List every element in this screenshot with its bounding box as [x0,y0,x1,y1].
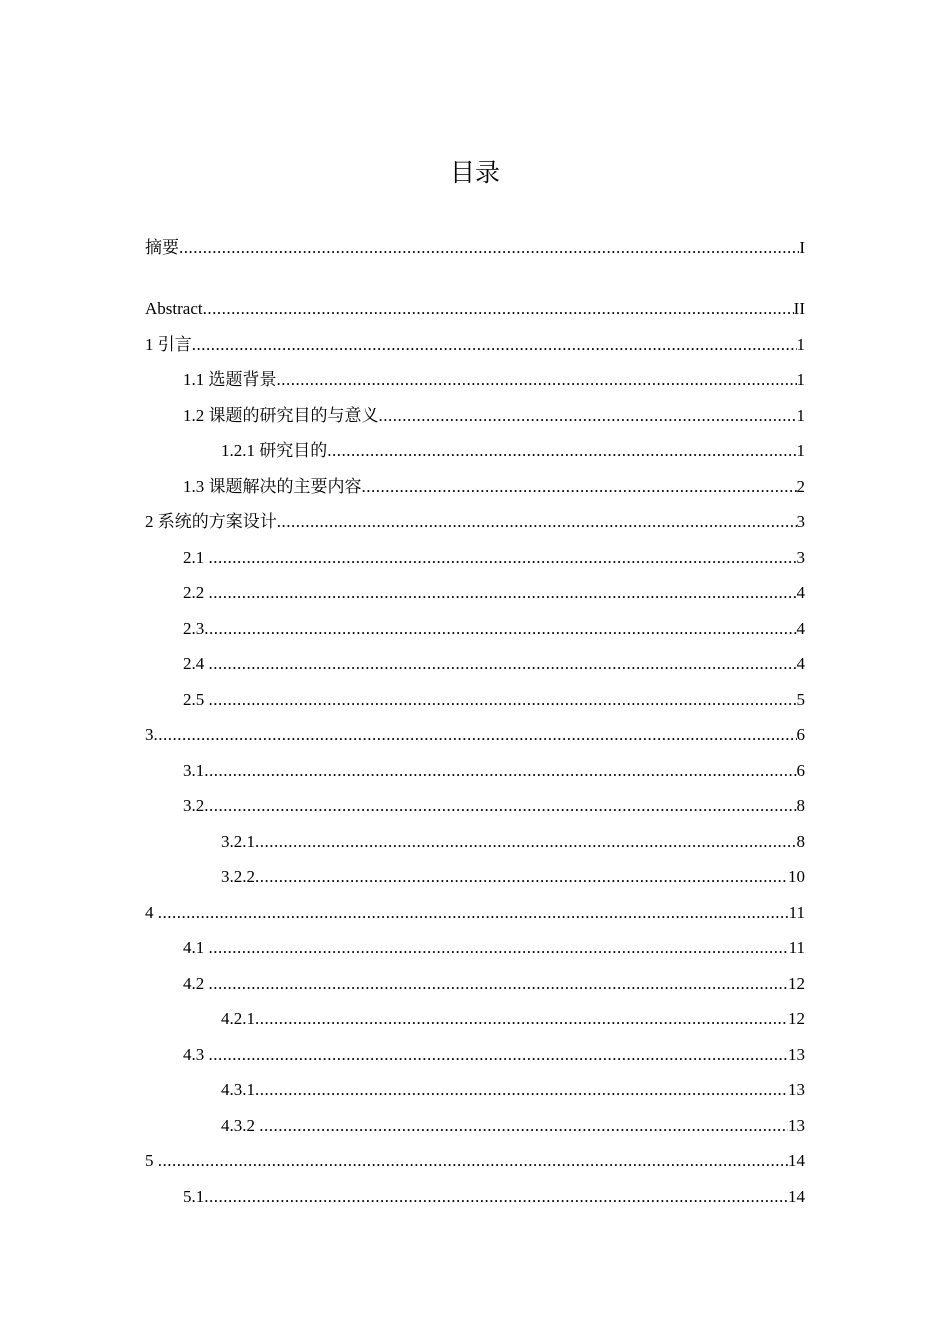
toc-leader-dots [209,581,797,605]
toc-leader-dots [209,972,789,996]
toc-entry-label: 2.5 [183,690,209,709]
toc-leader-dots [154,723,797,747]
toc-entry-section-3-1[interactable] [183,759,805,783]
toc-entry-page: 1 [796,335,805,354]
toc-leader-dots [209,1043,789,1067]
toc-entry-label: Abstract [145,299,203,318]
toc-entry-label: 1.1 选题背景 [183,370,277,389]
toc-leader-dots [192,333,797,357]
toc-leader-dots [209,652,797,676]
toc-entry-chapter-5[interactable] [145,1149,805,1173]
toc-entry-label: 3 [145,725,154,744]
toc-entry-chapter-1[interactable] [145,333,805,357]
toc-entry-page: 11 [788,903,805,922]
toc-entry-page: 1 [796,406,805,425]
toc-entry-page: 4 [796,654,805,673]
toc-leader-dots [209,546,797,570]
toc-leader-dots [277,510,797,534]
toc-leader-dots [158,1149,788,1173]
toc-entry-section-1-2[interactable] [183,404,805,428]
toc-entry-chapter-3[interactable] [145,723,805,747]
toc-entry-section-2-2[interactable] [183,581,805,605]
toc-entry-section-3-2[interactable] [183,794,805,818]
toc-leader-dots [158,901,789,925]
toc-leader-dots [204,617,796,641]
toc-leader-dots [204,1185,788,1209]
toc-entry-section-2-3[interactable] [183,617,805,641]
toc-entry-chapter-2[interactable] [145,510,805,534]
toc-leader-dots [259,1114,788,1138]
toc-entry-label: 2 系统的方案设计 [145,512,277,531]
toc-entry-label: 摘要 [145,238,179,257]
toc-entry-page: 13 [788,1116,805,1135]
toc-entry-label: 4.1 [183,938,209,957]
toc-entry-abstract-en[interactable] [145,297,805,321]
toc-entry-section-4-3-1[interactable] [221,1078,805,1102]
toc-entry-page: II [793,299,805,318]
toc-entry-page: 6 [796,725,805,744]
toc-leader-dots [255,1078,788,1102]
toc-entry-label: 5.1 [183,1187,205,1206]
toc-entry-label: 2.1 [183,548,209,567]
toc-leader-dots [255,1007,788,1031]
toc-entry-page: I [799,238,805,257]
toc-entry-page: 11 [788,938,805,957]
toc-entry-label: 2.2 [183,583,209,602]
toc-entry-label: 4.3 [183,1045,209,1064]
toc-leader-dots [209,936,789,960]
toc-entry-label: 1.3 课题解决的主要内容 [183,477,362,496]
page-title: 目录 [449,158,500,187]
toc-entry-page: 10 [788,867,805,886]
toc-leader-dots [277,368,797,392]
toc-entry-page: 3 [796,512,805,531]
toc-entry-page: 12 [788,974,805,993]
toc-entry-section-3-2-2[interactable] [221,865,805,889]
toc-entry-section-2-4[interactable] [183,652,805,676]
toc-entry-page: 5 [796,690,805,709]
toc-leader-dots [179,236,799,260]
toc-entry-section-1-2-1[interactable] [221,439,805,463]
toc-entry-label: 4.2 [183,974,209,993]
toc-entry-page: 4 [796,583,805,602]
toc-leader-dots [379,404,797,428]
toc-entry-page: 13 [788,1080,805,1099]
toc-entry-section-1-3[interactable] [183,475,805,499]
toc-entry-page: 14 [788,1151,805,1170]
toc-entry-page: 6 [796,761,805,780]
toc-entry-label: 3.2 [183,796,205,815]
toc-entry-page: 13 [788,1045,805,1064]
toc-leader-dots [203,297,794,321]
toc-entry-section-4-2-1[interactable] [221,1007,805,1031]
toc-entry-section-2-5[interactable] [183,688,805,712]
toc-entry-label: 1.2.1 研究目的 [221,441,328,460]
toc-entry-section-1-1[interactable] [183,368,805,392]
toc-entry-label: 2.3 [183,619,205,638]
toc-entry-label: 5 [145,1151,158,1170]
toc-entry-label: 4.2.1 [221,1009,255,1028]
toc-leader-dots [255,865,788,889]
toc-entry-label: 1 引言 [145,335,192,354]
toc-entry-section-4-3[interactable] [183,1043,805,1067]
toc-entry-page: 14 [788,1187,805,1206]
toc-leader-dots [204,794,796,818]
toc-entry-page: 1 [796,370,805,389]
toc-entry-section-4-3-2[interactable] [221,1114,805,1138]
toc-entry-section-2-1[interactable] [183,546,805,570]
toc-entry-page: 8 [796,796,805,815]
toc-entry-label: 4.3.1 [221,1080,255,1099]
toc-entry-page: 8 [796,832,805,851]
toc-entry-abstract-cn[interactable] [145,236,805,260]
toc-leader-dots [204,759,796,783]
toc-entry-page: 1 [796,441,805,460]
toc-entry-label: 4.3.2 [221,1116,260,1135]
toc-entry-page: 12 [788,1009,805,1028]
toc-entry-section-5-1[interactable] [183,1185,805,1209]
toc-entry-page: 2 [796,477,805,496]
toc-entry-chapter-4[interactable] [145,901,805,925]
toc-leader-dots [362,475,797,499]
toc-entry-label: 2.4 [183,654,209,673]
toc-leader-dots [209,688,797,712]
toc-entry-label: 3.1 [183,761,205,780]
toc-entry-section-4-1[interactable] [183,936,805,960]
toc-entry-label: 1.2 课题的研究目的与意义 [183,406,379,425]
toc-leader-dots [255,830,797,854]
toc-entry-section-3-2-1[interactable] [221,830,805,854]
toc-entry-label: 4 [145,903,158,922]
toc-entry-section-4-2[interactable] [183,972,805,996]
toc-entry-label: 3.2.2 [221,867,255,886]
toc-entry-page: 3 [796,548,805,567]
toc-leader-dots [327,439,796,463]
toc-entry-label: 3.2.1 [221,832,255,851]
toc-entry-page: 4 [796,619,805,638]
